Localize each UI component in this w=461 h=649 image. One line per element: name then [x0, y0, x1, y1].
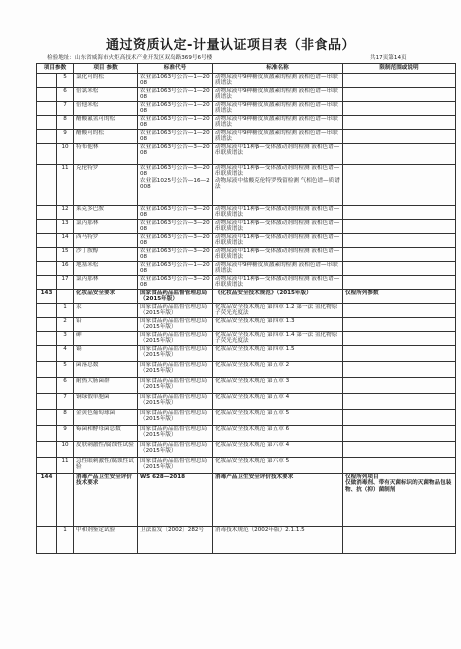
header-project-param: 项目参数 [37, 64, 74, 74]
project-no-cell [37, 262, 57, 276]
param-name-cell: 化妆品安全要求 [74, 290, 138, 304]
standard-name-cell: 动物尿液中9种糖皮质激素的检测 液相色谱—串联质谱法 [213, 102, 343, 116]
project-no-cell [37, 234, 57, 248]
table-row [37, 234, 456, 248]
param-no-cell: 11 [57, 165, 74, 206]
standard-code-cell: 农业部1063号公告—1—2008 [138, 88, 213, 102]
table-body [37, 74, 456, 554]
param-no-cell [57, 290, 74, 304]
table-header-row [37, 64, 456, 74]
standard-name-cell: 动物尿液中11种β—受体激动剂的检测 液相色谱—串联质谱法 动物尿液中盐酸克伦特罗残留检测 气相色谱—质谱法 [213, 165, 343, 206]
param-no-cell: 6 [57, 88, 74, 102]
param-no-cell: 4 [57, 346, 74, 362]
standard-code-cell: 卫法监发〔2002〕282号 [138, 527, 213, 554]
param-name-cell: 倍他米松 [74, 102, 138, 116]
table-row [37, 206, 456, 220]
param-name-cell: 汞 [74, 304, 138, 318]
standard-code-cell: 农业部1063号公告—1—2008 [138, 116, 213, 130]
param-name-cell: 倍氯米松 [74, 88, 138, 102]
table-row [37, 458, 456, 474]
limit-cell [343, 394, 456, 410]
limit-cell [343, 88, 456, 102]
param-name-cell: 镉 [74, 346, 138, 362]
param-name-cell: 皮肤刺激性/腐蚀性试验 [74, 442, 138, 458]
project-no-cell [37, 248, 57, 262]
param-name-cell: 莱克多巴胺 [74, 206, 138, 220]
table-row [37, 318, 456, 332]
standard-name-cell: 动物尿液中9种糖皮质激素的检测 液相色谱—串联质谱法 [213, 130, 343, 144]
standard-code-cell: 国家食品药品监督管理总局（2015年版） [138, 410, 213, 426]
limit-cell [343, 276, 456, 290]
param-no-cell: 2 [57, 318, 74, 332]
limit-cell [343, 362, 456, 378]
standard-code-cell: 农业部1063号公告—3—2008 农业部1025号公告—16—2008 [138, 165, 213, 206]
param-name-cell: 菌落总数 [74, 362, 138, 378]
project-no-cell [37, 442, 57, 458]
table-row [37, 474, 456, 527]
param-no-cell: 6 [57, 378, 74, 394]
table-row [37, 426, 456, 442]
param-no-cell: 7 [57, 394, 74, 410]
standard-code-cell: 农业部1063号公告—1—2008 [138, 74, 213, 88]
table-row [37, 144, 456, 165]
page-title: 通过资质认定-计量认证项目表（非食品） [106, 38, 355, 53]
project-no-cell [37, 116, 57, 130]
project-no-cell [37, 165, 57, 206]
standard-name-cell: 动物尿液中11种β—受体激动剂的检测 液相色谱—串联质谱法 [213, 248, 343, 262]
standard-name-cell: 动物尿液中11种β—受体激动剂的检测 液相色谱—串联质谱法 [213, 234, 343, 248]
page-info: 共17页第14页 [370, 55, 407, 61]
table-row [37, 165, 456, 206]
standard-code-cell: 国家食品药品监督管理总局（2015年版） [138, 346, 213, 362]
standard-name-cell: 化妆品安全技术规范 第五章 5 [213, 410, 343, 426]
header-project-param-2: 项目 参数 [74, 64, 138, 74]
header-standard-code: 标准代号 [138, 64, 213, 74]
param-name-cell: 氯丙那林 [74, 276, 138, 290]
param-no-cell [57, 474, 74, 527]
standard-code-cell: 农业部1063号公告—3—2008 [138, 276, 213, 290]
param-name-cell: 醋酸可的松 [74, 130, 138, 144]
standard-name-cell: 化妆品安全技术规范 第五章 2 [213, 362, 343, 378]
standard-name-cell: 动物尿液中9种糖皮质激素的检测 液相色谱—串联质谱法 [213, 88, 343, 102]
param-no-cell: 10 [57, 144, 74, 165]
standard-code-cell: WS 628—2018 [138, 474, 213, 527]
table-row [37, 74, 456, 88]
project-table [36, 63, 456, 554]
standard-code-cell: 国家食品药品监督管理总局（2015年版） [138, 332, 213, 346]
param-no-cell: 8 [57, 116, 74, 130]
limit-cell [343, 527, 456, 554]
param-no-cell: 14 [57, 234, 74, 248]
param-name-cell: 耐热大肠菌群 [74, 378, 138, 394]
project-no-cell [37, 206, 57, 220]
table-row [37, 362, 456, 378]
project-no-cell [37, 130, 57, 144]
inspection-address: 检验地址：山东省威海市火炬高技术产业开发区双岛路369号6号楼 [47, 55, 213, 61]
table-row [37, 394, 456, 410]
limit-cell [343, 220, 456, 234]
limit-cell [343, 116, 456, 130]
project-no-cell [37, 276, 57, 290]
standard-code-cell: 国家食品药品监督管理总局（2015年版） [138, 378, 213, 394]
limit-cell [343, 378, 456, 394]
param-name-cell: 醋酸氟氢可的松 [74, 116, 138, 130]
project-no-cell [37, 332, 57, 346]
param-name-cell: 中和剂鉴定试验 [74, 527, 138, 554]
standard-code-cell: 农业部1063号公告—1—2008 [138, 262, 213, 276]
project-no-cell [37, 346, 57, 362]
limit-cell [343, 458, 456, 474]
param-no-cell: 17 [57, 276, 74, 290]
project-no-cell [37, 458, 57, 474]
table-row [37, 304, 456, 318]
limit-cell [343, 248, 456, 262]
table-row [37, 332, 456, 346]
param-name-cell: 沙丁胺醇 [74, 248, 138, 262]
param-name-cell: 克伦特罗 [74, 165, 138, 206]
standard-code-cell: 农业部1063号公告—3—2008 [138, 144, 213, 165]
param-no-cell: 5 [57, 362, 74, 378]
standard-code-cell: 国家食品药品监督管理总局（2015年版） [138, 304, 213, 318]
limit-cell [343, 234, 456, 248]
standard-code-cell: 农业部1063号公告—1—2008 [138, 102, 213, 116]
standard-name-cell: 消毒技术规范（2002年版）2.1.1.5 [213, 527, 343, 554]
table-row [37, 290, 456, 304]
project-no-cell [37, 362, 57, 378]
project-no-cell [37, 102, 57, 116]
project-no-cell [37, 394, 57, 410]
standard-name-cell: 化妆品安全技术规范 第六章 4 [213, 442, 343, 458]
project-no-cell [37, 410, 57, 426]
param-name-cell: 铜绿假单胞菌 [74, 394, 138, 410]
param-no-cell: 16 [57, 262, 74, 276]
limit-cell [343, 442, 456, 458]
project-no-cell: 143 [37, 290, 57, 304]
param-no-cell: 10 [57, 442, 74, 458]
header-standard-name: 标准名称 [213, 64, 343, 74]
standard-name-cell: 化妆品安全技术规范 第四章 1.2 第一法 氢化物原子荧光光度法 [213, 304, 343, 318]
param-no-cell: 3 [57, 332, 74, 346]
standard-name-cell: 《化妆品安全技术规范》（2015年版） [213, 290, 343, 304]
limit-cell: 仅检所列参数 [343, 290, 456, 304]
limit-cell [343, 206, 456, 220]
table-row [37, 262, 456, 276]
param-name-cell: 铅 [74, 318, 138, 332]
param-name-cell: 急性眼刺激性/腐蚀性试验 [74, 458, 138, 474]
standard-name-cell: 化妆品安全技术规范 第四章 1.3 [213, 318, 343, 332]
param-no-cell: 9 [57, 130, 74, 144]
param-no-cell: 11 [57, 458, 74, 474]
param-name-cell: 砷 [74, 332, 138, 346]
param-no-cell: 5 [57, 74, 74, 88]
param-name-cell: 特布他林 [74, 144, 138, 165]
standard-name-cell: 动物尿液中9种糖皮质激素的检测 液相色谱—串联质谱法 [213, 116, 343, 130]
standard-code-cell: 农业部1063号公告—3—2008 [138, 234, 213, 248]
standard-code-cell: 国家食品药品监督管理总局（2015年版） [138, 394, 213, 410]
standard-name-cell: 化妆品安全技术规范 第五章 3 [213, 378, 343, 394]
limit-cell [343, 165, 456, 206]
standard-code-cell: 国家食品药品监督管理总局（2015年版） [138, 458, 213, 474]
standard-name-cell: 化妆品安全技术规范 第六章 5 [213, 458, 343, 474]
header-limit-scope: 限制范围或说明 [343, 64, 456, 74]
limit-cell [343, 426, 456, 442]
table-row [37, 410, 456, 426]
standard-code-cell: 国家食品药品监督管理总局（2015年版） [138, 426, 213, 442]
param-name-cell: 霉菌和酵母菌总数 [74, 426, 138, 442]
param-name-cell: 消毒产品卫生安全评价技术要求 [74, 474, 138, 527]
param-name-cell: 氯丙那林 [74, 220, 138, 234]
limit-cell [343, 346, 456, 362]
table-row [37, 220, 456, 234]
standard-name-cell: 化妆品安全技术规范 第四章 1.4 第一法 氢化物原子荧光光度法 [213, 332, 343, 346]
param-no-cell: 7 [57, 102, 74, 116]
standard-name-cell: 动物尿液中11种β—受体激动剂的检测 液相色谱—串联质谱法 [213, 276, 343, 290]
project-no-cell [37, 318, 57, 332]
standard-name-cell: 消毒产品卫生安全评价技术要求 [213, 474, 343, 527]
project-no-cell [37, 220, 57, 234]
table-row [37, 276, 456, 290]
project-no-cell [37, 88, 57, 102]
table-row [37, 88, 456, 102]
limit-cell [343, 304, 456, 318]
standard-code-cell: 农业部1063号公告—1—2008 [138, 130, 213, 144]
limit-cell: 仅检所列项目 仅做消毒剂、带有灭菌标识的灭菌物品包装物、抗（抑）菌制剂 [343, 474, 456, 527]
limit-cell [343, 74, 456, 88]
standard-name-cell: 化妆品安全技术规范 第五章 6 [213, 426, 343, 442]
param-name-cell: 西马特罗 [74, 234, 138, 248]
table-row [37, 102, 456, 116]
table-row [37, 378, 456, 394]
standard-name-cell: 动物尿液中9种糖皮质激素的检测 液相色谱—串联质谱法 [213, 74, 343, 88]
table-row [37, 346, 456, 362]
limit-cell [343, 130, 456, 144]
param-no-cell: 12 [57, 206, 74, 220]
project-no-cell [37, 74, 57, 88]
limit-cell [343, 262, 456, 276]
standard-code-cell: 国家食品药品监督管理总局（2015年版） [138, 318, 213, 332]
table-row [37, 527, 456, 554]
limit-cell [343, 410, 456, 426]
param-name-cell: 氯化可的松 [74, 74, 138, 88]
standard-code-cell: 农业部1063号公告—3—2008 [138, 248, 213, 262]
standard-name-cell: 动物尿液中9种糖皮质激素的检测 液相色谱—串联质谱法 [213, 262, 343, 276]
param-no-cell: 9 [57, 426, 74, 442]
standard-name-cell: 动物尿液中11种β—受体激动剂的检测 液相色谱—串联质谱法 [213, 144, 343, 165]
project-no-cell: 144 [37, 474, 57, 527]
standard-name-cell: 化妆品安全技术规范 第四章 1.5 [213, 346, 343, 362]
table-row [37, 248, 456, 262]
project-no-cell [37, 378, 57, 394]
param-name-cell: 地塞米松 [74, 262, 138, 276]
table-row [37, 116, 456, 130]
limit-cell [343, 332, 456, 346]
standard-name-cell: 动物尿液中11种β—受体激动剂的检测 液相色谱—串联质谱法 [213, 206, 343, 220]
param-no-cell: 8 [57, 410, 74, 426]
param-name-cell: 金黄色葡萄球菌 [74, 410, 138, 426]
limit-cell [343, 102, 456, 116]
project-no-cell [37, 144, 57, 165]
standard-code-cell: 农业部1063号公告—3—2008 [138, 206, 213, 220]
project-no-cell [37, 426, 57, 442]
param-no-cell: 1 [57, 527, 74, 554]
param-no-cell: 1 [57, 304, 74, 318]
standard-code-cell: 国家食品药品监督管理总局（2015年版） [138, 362, 213, 378]
param-no-cell: 13 [57, 220, 74, 234]
standard-code-cell: 国家食品药品监督管理总局（2015年版） [138, 290, 213, 304]
table-row [37, 130, 456, 144]
param-no-cell: 15 [57, 248, 74, 262]
project-no-cell [37, 527, 57, 554]
standard-code-cell: 国家食品药品监督管理总局（2015年版） [138, 442, 213, 458]
standard-name-cell: 动物尿液中11种β—受体激动剂的检测 液相色谱—串联质谱法 [213, 220, 343, 234]
standard-code-cell: 农业部1063号公告—3—2008 [138, 220, 213, 234]
project-no-cell [37, 304, 57, 318]
limit-cell [343, 144, 456, 165]
standard-name-cell: 化妆品安全技术规范 第五章 4 [213, 394, 343, 410]
limit-cell [343, 318, 456, 332]
table-row [37, 442, 456, 458]
